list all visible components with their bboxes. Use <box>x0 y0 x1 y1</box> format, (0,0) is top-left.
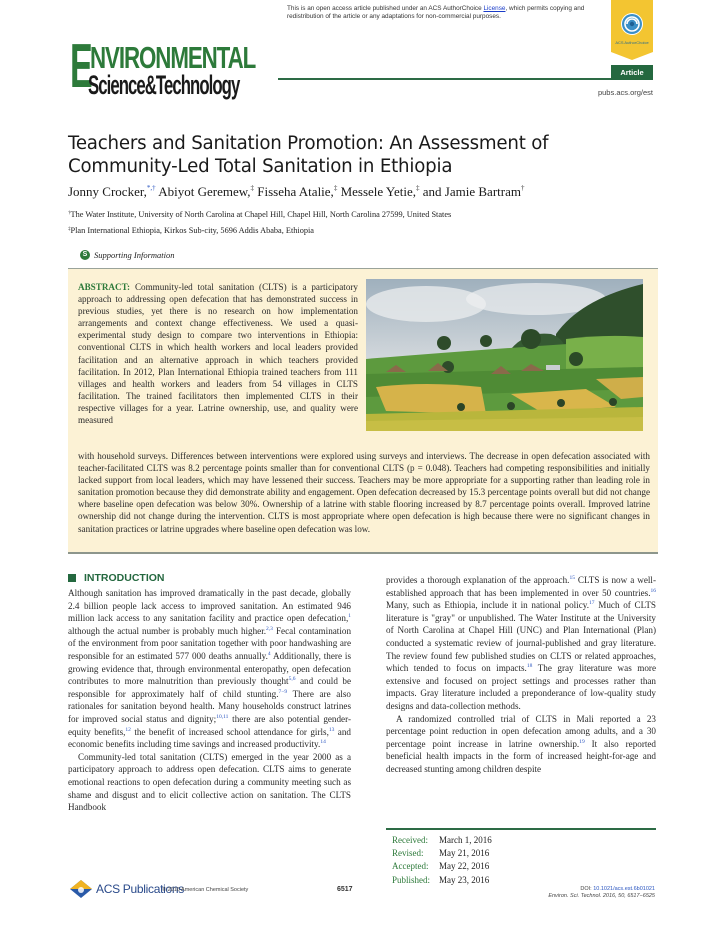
author-marks: ‡ <box>333 184 338 192</box>
header-rule <box>278 78 611 80</box>
paragraph: Although sanitation has improved dramatically in the past decade, globally 2.4 billion people lack access to improved sanitation. An estimated 946 million lack access to any sanitation facility and practice open defecation,$^1$ although the actual number is probably much higher.$^{2,3}$ Fecal contamination of the environment from poor sanitation together with poor handwashing are responsible for an estimated 577 000 deaths annually.$^4$ Additionally, there is growing evidence that, through environmental enteropathy, open defecation contributes to more malnutrition than previously thought$^{5,6}$ and could be responsible for approximately half of child stunting.$^{7-9}$ There are also rationales for sanitation beyond health. Many households construct latrines for improved social status and dignity;$^{10,11}$ there are also potential gender-equity benefits,$^{12}$ the benefit of increased school attendance for girls,$^{13}$ and economic benefits including time savings and increased productivity.$^{14}$ <box>68 588 352 750</box>
paragraph: A randomized controlled trial of CLTS in Mali reported a 23 percentage point reduction in open defecation among adults, and a 30 percentage point increase in latrine ownership.$^{19}$ It also reported beneficial health impacts in the form of increased height-for-age and decreased stunting among children despite <box>386 713 656 774</box>
doi-link[interactable]: 10.1021/acs.est.6b01021 <box>593 886 655 892</box>
acs-diamond-icon <box>70 880 92 898</box>
history-rule <box>386 828 656 830</box>
paragraph: provides a thorough explanation of the approach.$^{15}$ CLTS is now a well-established approach that has been implemented in over 50 countries.$^{16}$ Many, such as Ethiopia, include it in national policy.$^{17}$ Much of CLTS literature is "gray" or unpublished. The Water Institute at the University of North Carolina at Chapel Hill (UNC) and Plan International (Plan) conducted a systematic review of journal-published and gray literature. The review found few published studies on CLTS or related approaches, which tended to focus on impacts.$^{18}$ The gray literature was more extensive and focused on project settings and processes rather than impacts. Gray literature included a preponderance of low-quality study designs and data-collection methods. <box>386 574 657 711</box>
abstract-text-continued: with household surveys. Differences between interventions were explored using surveys and interviews. The decrease in open defecation associated with teacher-facilitated CLTS was 8.2 percentage points smaller than for conventional CLTS (p = 0.048). Teachers had competing responsibilities and initially lacked support from local leaders, which may have lessened their success. Teachers may be more appropriate for a supporting rather than leading role in sanitation promotion because they did demonstrate ability and engagement. Open defecation decreased by 15.3 percentage points overall but did not change where baseline open defecation was below 30%. Ownership of a latrine with stable flooring increased by 8.7 percentage points overall. Improved latrine ownership did not change during the intervention. CLTS is most appropriate where open defecation is high because there were no significant changes in sanitation practices or latrine upgrades where baseline open defecation was low. <box>78 451 650 534</box>
intro-left-column <box>68 587 351 814</box>
history-row: Published: May 23, 2016 <box>392 874 490 885</box>
license-link[interactable]: License <box>483 5 506 12</box>
section-marker-icon <box>68 574 76 582</box>
citation-ref[interactable]: 15 <box>569 574 575 581</box>
citation: Environ. Sci. Technol. 2016, 50, 6517−6525 <box>548 893 655 899</box>
open-access-notice: This is an open access article published under an ACS AuthorChoice License, which permits copying and redistribution of the article or any adaptations for non-commercial purposes. <box>287 5 585 20</box>
affiliation: †The Water Institute, University of North Carolina at Chapel Hill, Chapel Hill, North Carolina 27599, United States <box>68 210 452 219</box>
author-list <box>68 184 668 200</box>
intro-right-column <box>386 574 656 776</box>
author[interactable]: Messele Yetie, <box>340 184 417 199</box>
section-heading-introduction: INTRODUCTION <box>68 572 165 584</box>
citation-ref[interactable]: 16 <box>650 587 656 594</box>
journal-url[interactable]: pubs.acs.org/est <box>597 88 653 97</box>
citation-ref[interactable]: 12 <box>125 726 131 733</box>
citation-ref[interactable]: 17 <box>589 600 595 607</box>
abstract-label: ABSTRACT: <box>78 282 131 292</box>
citation-ref[interactable]: 4 <box>267 650 271 657</box>
abstract-graphic-landscape-photo <box>366 279 643 431</box>
author[interactable]: Fisseha Atalie, <box>257 184 334 199</box>
affiliation: ‡Plan International Ethiopia, Kirkos Sub-city, 5696 Addis Ababa, Ethiopia <box>68 226 314 235</box>
citation-ref[interactable]: 18 <box>526 663 533 670</box>
supporting-info-icon: S <box>80 250 90 260</box>
doi-citation: DOI: 10.1021/acs.est.6b01021 Environ. Sci. Technol. 2016, 50, 6517−6525 <box>480 886 655 900</box>
author-marks: *,† <box>146 184 156 192</box>
citation-ref[interactable]: 14 <box>320 739 326 746</box>
article-type-tag: Article <box>611 65 653 80</box>
history-row: Revised: May 21, 2016 <box>392 848 490 859</box>
journal-logo: E NVIRONMENTAL Science&Technology <box>70 32 256 101</box>
citation-ref[interactable]: 2,3 <box>266 625 273 632</box>
abstract-text: ABSTRACT: Community-led total sanitation (CLTS) is a participatory approach to addressing open defecation that has demonstrated success in previous studies, yet there is no research on how implementation arrangements and context change effectiveness. We used a quasi-experimental study design to compare two interventions in Ethiopia: conventional CLTS in which health workers and local leaders provided facilitation and an alternative approach in which teachers provided facilitation. In 2012, Plan International Ethiopia trained teachers from 111 villages and health workers and leaders from 54 villages in CLTS facilitation. The trained facilitators then implemented CLTS in their respective villages for a year. Latrine ownership, use, and quality were measured <box>78 282 358 426</box>
author[interactable]: and Jamie Bartram <box>422 184 521 199</box>
paragraph: Community-led total sanitation (CLTS) emerged in the year 2000 as a participatory approach to address open defecation. CLTS aims to generate emotional reactions to open defecation during a community meeting such as shame and disgust and to elicit collective action on sanitation. The CLTS Handbook <box>68 751 351 813</box>
citation-ref[interactable]: 19 <box>579 738 585 745</box>
history-row: Accepted: May 22, 2016 <box>392 861 490 872</box>
acs-authorchoice-icon <box>620 12 644 36</box>
copyright: © 2016 American Chemical Society <box>162 887 249 893</box>
citation-ref[interactable]: 7−9 <box>278 688 288 695</box>
history-row: Received: March 1, 2016 <box>392 835 492 845</box>
article-title: Teachers and Sanitation Promotion: An Assessment of Community-Led Total Sanitation in Ethiopia <box>68 133 549 177</box>
badge-tip <box>611 52 653 60</box>
author-marks: ‡ <box>416 184 420 192</box>
citation-ref[interactable]: 1 <box>348 613 351 620</box>
author[interactable]: Jonny Crocker, <box>68 184 147 199</box>
author[interactable]: Abiyot Geremew, <box>158 184 251 199</box>
citation-ref[interactable]: 5,6 <box>288 676 296 683</box>
citation-ref[interactable]: 10,11 <box>216 713 229 720</box>
citation-ref[interactable]: 13 <box>328 726 335 733</box>
badge-label: ACS AuthorChoice <box>615 40 649 45</box>
supporting-information-link[interactable]: S Supporting Information <box>80 250 175 260</box>
acs-publications-logo[interactable]: ACS Publications <box>70 880 184 898</box>
article-history <box>392 834 492 887</box>
page-number: 6517 <box>337 886 353 893</box>
author-marks: ‡ <box>250 184 255 192</box>
author-marks: † <box>520 184 525 192</box>
